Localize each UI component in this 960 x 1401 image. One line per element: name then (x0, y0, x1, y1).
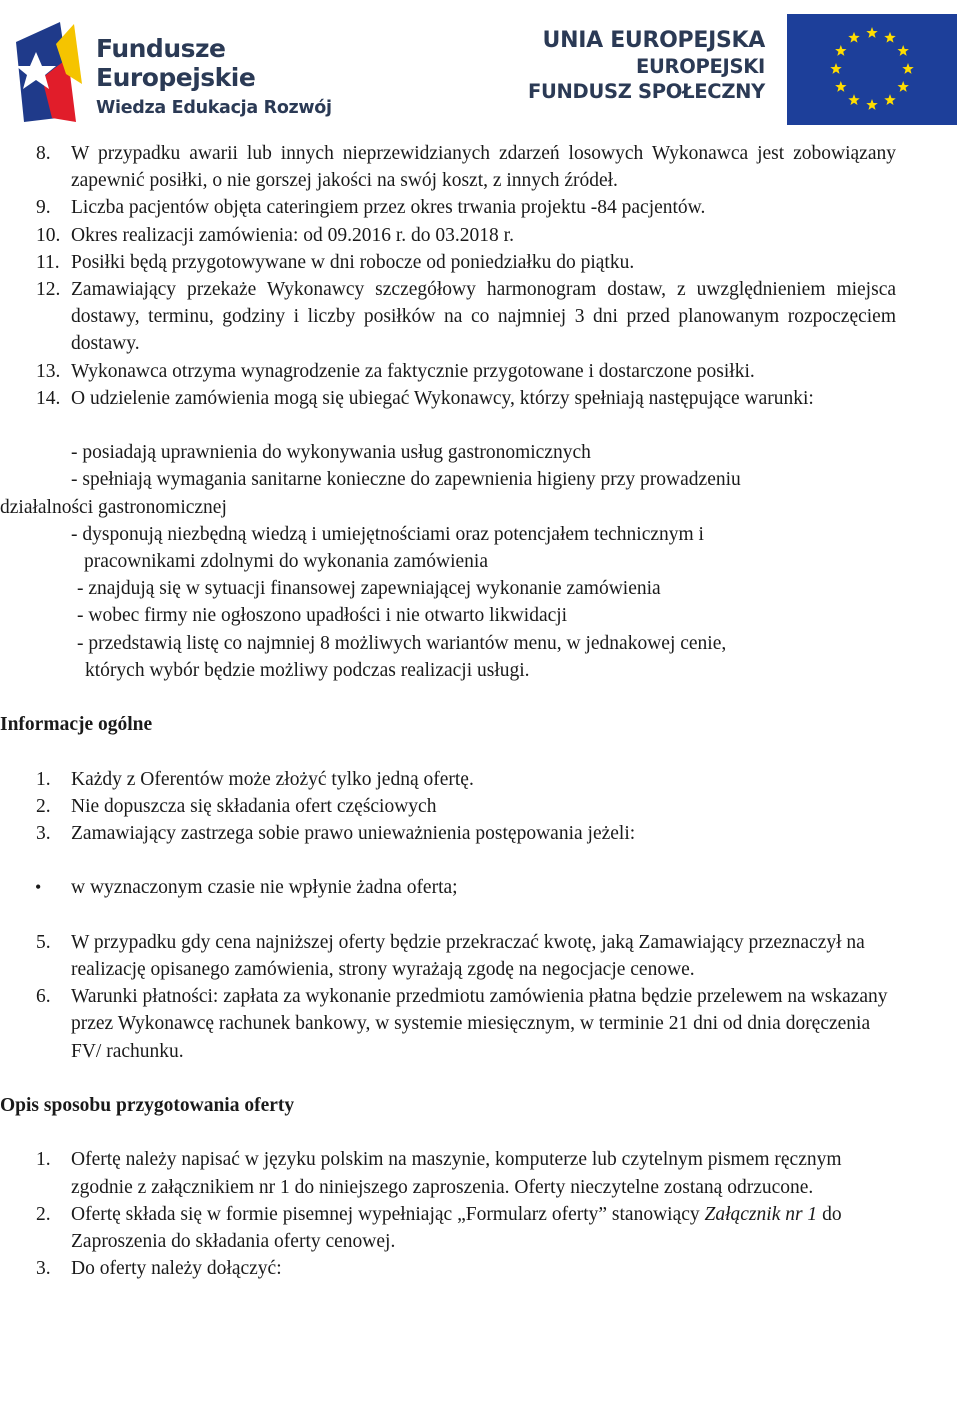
list-text: O udzielenie zamówienia mogą się ubiegać Wykonawcy, którzy spełniają następujące warunki: (71, 387, 814, 409)
list-text: Ofertę składa się w formie pisemnej wypełniając „Formularz oferty” stanowiący (71, 1203, 700, 1225)
list-item (0, 358, 960, 385)
list-number: 8. (36, 143, 51, 164)
condition-line: - wobec firmy nie ogłoszono upadłości i nie otwarto likwidacji (77, 605, 568, 627)
list-number: 3. (36, 823, 51, 845)
list-item (0, 983, 960, 1065)
condition-line: pracownikami zdolnymi do wykonania zamówienia (84, 551, 488, 573)
eu-flag-icon (787, 14, 957, 125)
condition-line: - przedstawią listę co najmniej 8 możliwych wariantów menu, w jednakowej cenie, (77, 632, 727, 654)
list-item (0, 1201, 960, 1255)
condition-line: - dysponują niezbędną wiedzą i umiejętnościami oraz potencjałem technicznym i (71, 523, 704, 545)
list-item (0, 1255, 960, 1282)
list-text: Ofertę należy napisać w języku polskim na maszynie, komputerze lub czytelnym pismem ręcznym zgodnie z załącznikiem nr 1 do niniejszego zaproszenia. Oferty nieczytelne zostaną odrzucone. (71, 1149, 842, 1198)
fe-logo-line3: Wiedza Edukacja Rozwój (96, 98, 332, 118)
list-item (0, 820, 960, 847)
list-text-italic: Załącznik nr 1 (704, 1203, 818, 1225)
fe-logo-line2: Europejskie (96, 63, 256, 92)
list-item (0, 194, 960, 221)
document-body (0, 140, 960, 1282)
list-text: Zamawiający zastrzega sobie prawo unieważnienia postępowania jeżeli: (71, 823, 636, 845)
list-item (0, 793, 960, 820)
eu-logo-line3: FUNDUSZ SPOŁECZNY (527, 80, 765, 103)
list-text: Każdy z Oferentów może złożyć tylko jedną ofertę. (71, 768, 474, 790)
list-number: 1. (36, 768, 51, 790)
list-text: W przypadku gdy cena najniższej oferty będzie przekraczać kwotę, jaką Zamawiający przeznaczył na realizację opisanego zamówienia, strony wyrażają zgodę na negocjacje cenowe. (71, 931, 865, 981)
section-heading-offer: Opis sposobu przygotowania oferty (0, 1095, 295, 1117)
eu-logo-text (528, 27, 765, 104)
list-number: 2. (36, 795, 51, 817)
list-number: 2. (36, 1203, 51, 1225)
section-heading-general: Informacje ogólne (0, 714, 153, 736)
condition-line: - posiadają uprawnienia do wykonywania usług gastronomicznych (71, 442, 591, 464)
condition-line: - znajdują się w sytuacji finansowej zapewniającej wykonanie zamówienia (77, 578, 661, 600)
list-item (0, 222, 960, 249)
list-text: Warunki płatności: zapłata za wykonanie przedmiotu zamówienia płatna będzie przelewem na wskazany przez Wykonawcę rachunek bankowy, w systemie miesięcznym, w terminie 21 dni od dnia doręczenia FV/ rachunku. (71, 986, 888, 1062)
list-text: Zamawiający przekaże Wykonawcy szczegółowy harmonogram dostaw, z uwzględnieniem miejsca dostawy, terminu, godziny i liczby posiłków na co najmniej 3 dni przed planowanym rozpoczęciem dostawy. (71, 279, 896, 355)
condition-line: działalności gastronomicznej (0, 496, 227, 518)
list-text: Nie dopuszcza się składania ofert częściowych (71, 795, 437, 817)
list-text: Do oferty należy dołączyć: (71, 1258, 282, 1280)
list-number: 11. (36, 251, 60, 273)
list-number: 3. (36, 1258, 51, 1280)
condition-line: - spełniają wymagania sanitarne konieczne do zapewnienia higieny przy prowadzeniu (71, 469, 741, 491)
list-text: Okres realizacji zamówienia: od 09.2016 r. do 03.2018 r. (71, 224, 514, 246)
list-item (0, 140, 960, 194)
list-number: 14. (36, 387, 61, 409)
list-number: 6. (36, 986, 51, 1008)
list-item (0, 929, 960, 983)
list-item (0, 1146, 960, 1200)
fe-logo-line1: Fundusze (96, 34, 226, 63)
list-text: Posiłki będą przygotowywane w dni robocze od poniedziałku do piątku. (71, 251, 635, 273)
list-item (0, 249, 960, 276)
list-text: do Zaproszenia do składania oferty cenowej. (71, 1203, 842, 1253)
list-number: 12. (36, 279, 61, 301)
list-number: 10. (36, 224, 61, 246)
bullet-text: w wyznaczonym czasie nie wpłynie żadna oferta; (71, 877, 458, 899)
list-item (0, 276, 960, 358)
fe-logo-text (96, 34, 332, 121)
list-number: 1. (36, 1149, 51, 1171)
list-number: 13. (36, 360, 61, 382)
bullet-item (0, 874, 960, 901)
eu-logo-line1: UNIA EUROPEJSKA (542, 28, 765, 53)
list-number: 9. (36, 197, 51, 219)
list-text: Liczba pacjentów objęta cateringiem przez okres trwania projektu -84 pacjentów. (71, 197, 706, 219)
list-text: W przypadku awarii lub innych nieprzewidzianych zdarzeń losowych Wykonawca jest zobowiązany zapewnić posiłki, o nie gorszej jakości na swój koszt, z innych źródeł. (71, 143, 896, 192)
list-item (0, 766, 960, 793)
list-item (0, 385, 960, 412)
bullet-icon: • (35, 877, 42, 898)
list-text: Wykonawca otrzyma wynagrodzenie za faktycznie przygotowane i dostarczone posiłki. (71, 360, 755, 382)
list-number: 5. (36, 931, 51, 953)
condition-line: których wybór będzie możliwy podczas realizacji usługi. (85, 659, 530, 681)
eu-logo-line2: EUROPEJSKI (635, 55, 765, 78)
page-header (0, 0, 960, 135)
